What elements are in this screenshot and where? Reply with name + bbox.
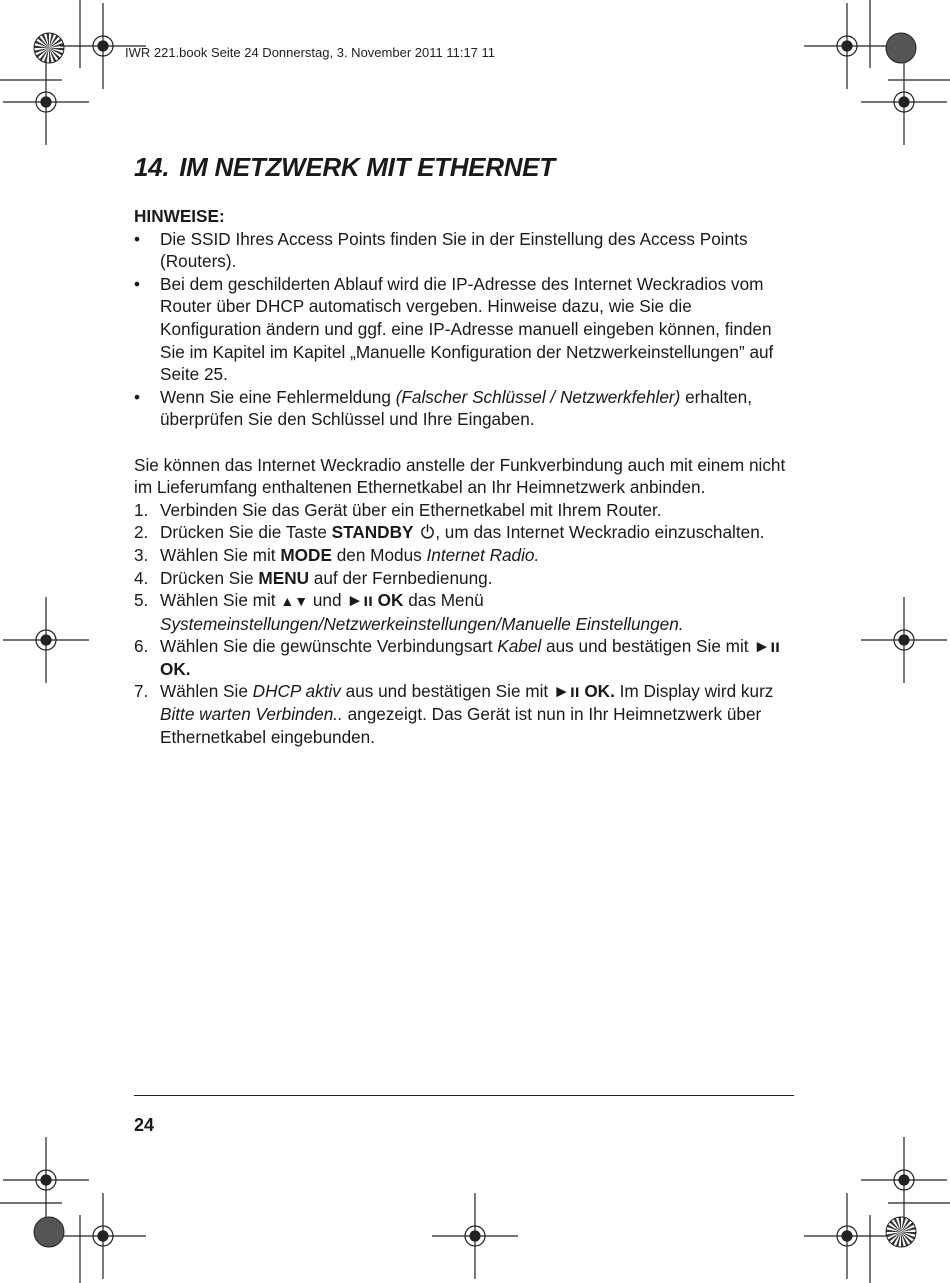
- section-number: 14.: [134, 152, 170, 182]
- step-item: 6. Wählen Sie die gewünschte Verbindungsart Kabel aus und bestätigen Sie mit ►ıı OK.: [134, 636, 780, 679]
- step-number: 4.: [134, 567, 149, 588]
- step-item: 5. Wählen Sie mit ▲▼ und ►ıı OK das Menü Systemeinstellungen/Netzwerkeinstellungen/Manuelle Einstellungen.: [134, 590, 684, 634]
- key-label: STANDBY: [331, 522, 414, 543]
- key-label: MENU: [258, 567, 310, 588]
- grey-dot-mark-top-right: [886, 33, 916, 63]
- step-item: 2. Drücken Sie die Taste STANDBY , um das Internet Weckradio einzuschalten.: [134, 522, 765, 543]
- starburst-mark-bottom-right: [886, 1217, 916, 1247]
- up-down-arrows-icon: ▲▼: [280, 593, 309, 610]
- registration-mark-bottom-center: [432, 1193, 518, 1279]
- registration-mark-right-lower: [861, 1137, 947, 1223]
- registration-mark-left-lower: [3, 1137, 89, 1223]
- note-item: • Bei dem geschilderten Ablauf wird die IP-Adresse des Internet Weckradios vom Router über DHCP automatisch vergeben. Hinweise dazu, wie Sie die Konfiguration ändern und ggf. eine IP-Adresse manuell eingeben können, finden Sie im Kapitel im Kapitel „Manuelle Konfiguration der Netzwerkeinstellungen” auf Seite 25.: [134, 273, 794, 386]
- notes-heading: HINWEISE:: [134, 206, 225, 226]
- steps-list: [134, 499, 794, 749]
- step-number: 6.: [134, 636, 149, 657]
- key-label: OK.: [160, 658, 191, 679]
- step-number: 5.: [134, 590, 149, 611]
- step-number: 2.: [134, 522, 149, 543]
- notes-list: [134, 228, 794, 431]
- grey-dot-mark-bottom-left: [34, 1217, 64, 1247]
- step-number: 1.: [134, 499, 149, 520]
- registration-mark-top-right: [804, 3, 890, 89]
- note-item: • Die SSID Ihres Access Points finden Sie in der Einstellung des Access Points (Routers).: [134, 228, 794, 273]
- play-pause-icon: ►ıı: [346, 590, 373, 611]
- registration-mark-left-middle: [3, 597, 89, 683]
- starburst-mark-top-left: [34, 33, 64, 63]
- page-number: 24: [134, 1115, 155, 1135]
- note-item: • Wenn Sie eine Fehlermeldung (Falscher Schlüssel / Netzwerkfehler) erhalten, überprüfen Sie den Schlüssel und Ihre Eingaben.: [134, 386, 794, 431]
- footer-rule: [134, 1095, 794, 1096]
- step-item: 4. Drücken Sie MENU auf der Fernbedienung.: [134, 567, 493, 588]
- step-item: 1. Verbinden Sie das Gerät über ein Ethernetkabel mit Ihrem Router.: [134, 499, 662, 520]
- step-item: 3. Wählen Sie mit MODE den Modus Internet Radio.: [134, 544, 540, 565]
- book-info-header: IWR 221.book Seite 24 Donnerstag, 3. November 2011 11:17 11: [125, 45, 496, 60]
- registration-mark-left-upper: [3, 59, 89, 145]
- step-item: 7. Wählen Sie DHCP aktiv aus und bestätigen Sie mit ►ıı OK. Im Display wird kurz Bitte warten Verbinden.. angezeigt. Das Gerät ist nun in Ihr Heimnetzwerk über Ethernetkabel eingebunden.: [134, 681, 774, 747]
- intro-paragraph: Sie können das Internet Weckradio anstelle der Funkverbindung auch mit einem nicht im Lieferumfang enthaltenen Ethernetkabel an Ihr Heimnetzwerk anbinden.: [134, 454, 786, 498]
- section-title-text: IM NETZWERK MIT ETHERNET: [179, 152, 555, 182]
- power-icon: [420, 524, 435, 539]
- play-pause-icon: ►ıı: [753, 636, 780, 657]
- page-content: [134, 150, 794, 748]
- key-label: MODE: [280, 544, 332, 565]
- key-label: OK.: [584, 681, 615, 702]
- step-number: 7.: [134, 681, 149, 702]
- key-label: OK: [377, 590, 404, 611]
- section-title: [134, 150, 794, 184]
- registration-mark-right-middle: [861, 597, 947, 683]
- registration-mark-right-upper: [861, 59, 947, 145]
- registration-mark-bottom-right: [804, 1193, 890, 1279]
- play-pause-icon: ►ıı: [552, 681, 580, 702]
- step-number: 3.: [134, 544, 149, 565]
- registration-mark-bottom-left: [60, 1193, 146, 1279]
